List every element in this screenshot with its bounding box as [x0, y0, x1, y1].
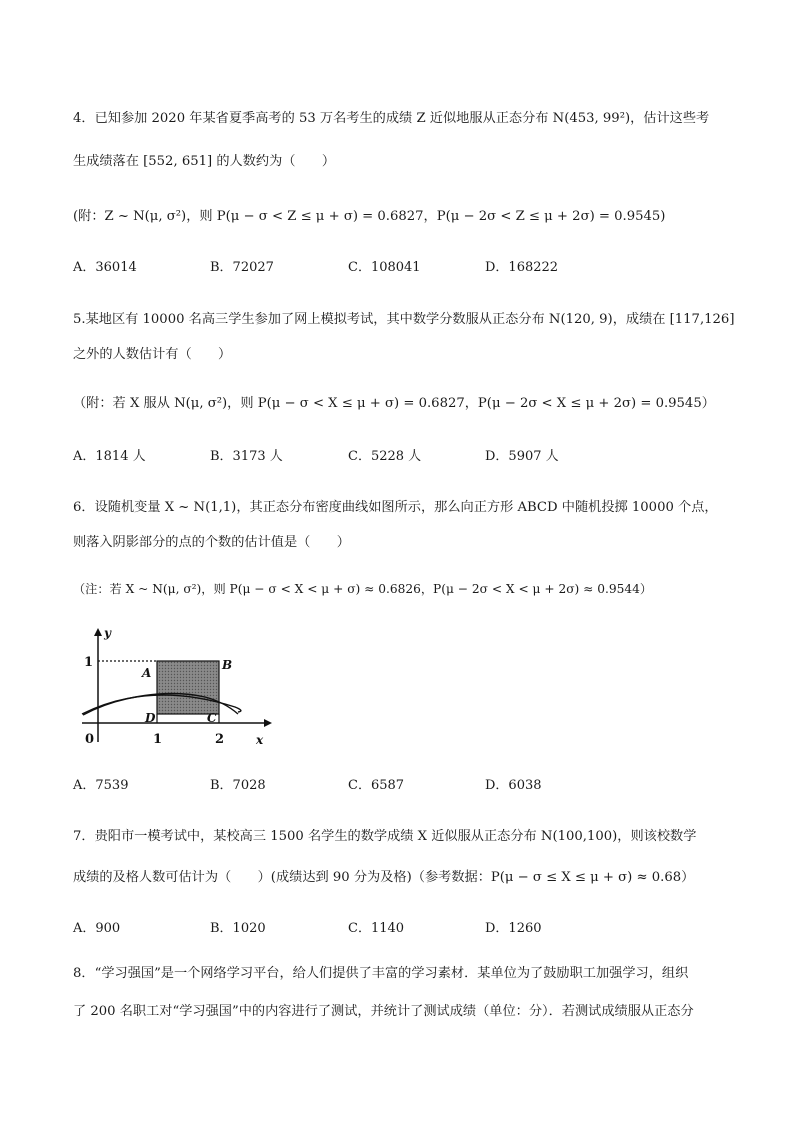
- q7-option-a: A．900: [73, 921, 121, 936]
- label-point-c: C: [207, 711, 217, 725]
- label-y: y: [104, 626, 111, 640]
- q5-option-a: A．1814 人: [73, 449, 146, 464]
- label-point-d: D: [145, 711, 156, 725]
- q5-option-c: C．5228 人: [348, 449, 422, 464]
- q5-line1: 5.某地区有 10000 名高三学生参加了网上模拟考试，其中数学分数服从正态分布 N(120, 9)，成绩在 [117,126]: [73, 312, 735, 327]
- q7-option-b: B．1020: [210, 921, 266, 936]
- label-x-tick-2: 2: [215, 732, 225, 747]
- q6-option-b: B．7028: [210, 778, 266, 793]
- q4-option-c: C．108041: [348, 260, 421, 275]
- shaded-square-abcd: [157, 661, 219, 714]
- q8-line2: 了 200 名职工对“学习强国”中的内容进行了测试，并统计了测试成绩（单位：分）．若测试成绩服从正态分: [73, 1004, 694, 1019]
- normal-curve-figure: [80, 625, 280, 747]
- q8-line1: 8．“学习强国”是一个网络学习平台，给人们提供了丰富的学习素材．某单位为了鼓励职工加强学习，组织: [73, 966, 689, 981]
- y-axis-arrow-icon: [94, 628, 102, 636]
- q5-note: （附：若 X 服从 N(μ, σ²)，则 P(μ − σ < X ≤ μ + σ) = 0.6827，P(μ − 2σ < X ≤ μ + 2σ) = 0.9545）: [73, 396, 715, 411]
- q5-option-d: D．5907 人: [485, 449, 559, 464]
- q4-option-a: A．36014: [73, 260, 137, 275]
- q7-option-d: D．1260: [485, 921, 542, 936]
- x-axis-arrow-icon: [264, 719, 272, 727]
- q4-line1: 4．已知参加 2020 年某省夏季高考的 53 万名考生的成绩 Z 近似地服从正态分布 N(453, 99²)，估计这些考: [73, 111, 710, 126]
- q6-option-c: C．6587: [348, 778, 405, 793]
- label-x-tick-1: 1: [153, 732, 163, 747]
- q4-option-b: B．72027: [210, 260, 274, 275]
- q4-option-d: D．168222: [485, 260, 559, 275]
- q6-option-d: D．6038: [485, 778, 542, 793]
- q4-line2: 生成绩落在 [552, 651] 的人数约为（ ）: [73, 154, 336, 169]
- q7-line2: 成绩的及格人数可估计为（ ）(成绩达到 90 分为及格)（参考数据：P(μ − σ ≤ X ≤ μ + σ) ≈ 0.68）: [73, 870, 695, 885]
- label-origin: 0: [85, 732, 95, 747]
- q7-line1: 7．贵阳市一模考试中，某校高三 1500 名学生的数学成绩 X 近似服从正态分布 N(100,100)，则该校数学: [73, 829, 697, 844]
- q5-option-b: B．3173 人: [210, 449, 283, 464]
- label-point-b: B: [222, 658, 233, 672]
- q4-note: (附：Z ~ N(μ, σ²)，则 P(μ − σ < Z ≤ μ + σ) = 0.6827，P(μ − 2σ < Z ≤ μ + 2σ) = 0.9545): [73, 209, 666, 224]
- q7-option-c: C．1140: [348, 921, 405, 936]
- label-y-tick-1: 1: [84, 655, 94, 670]
- q5-line2: 之外的人数估计有（ ）: [73, 347, 232, 362]
- normal-curve-svg: [80, 625, 280, 747]
- q6-note: （注：若 X ~ N(μ, σ²)，则 P(μ − σ < X < μ + σ) ≈ 0.6826，P(μ − 2σ < X < μ + 2σ) ≈ 0.9544）: [73, 582, 653, 596]
- q6-option-a: A．7539: [73, 778, 129, 793]
- label-x: x: [256, 733, 264, 747]
- q6-line2: 则落入阴影部分的点的个数的估计值是（ ）: [73, 535, 350, 550]
- q6-line1: 6．设随机变量 X ~ N(1,1)，其正态分布密度曲线如图所示，那么向正方形 ABCD 中随机投掷 10000 个点，: [73, 500, 718, 515]
- label-point-a: A: [142, 666, 152, 680]
